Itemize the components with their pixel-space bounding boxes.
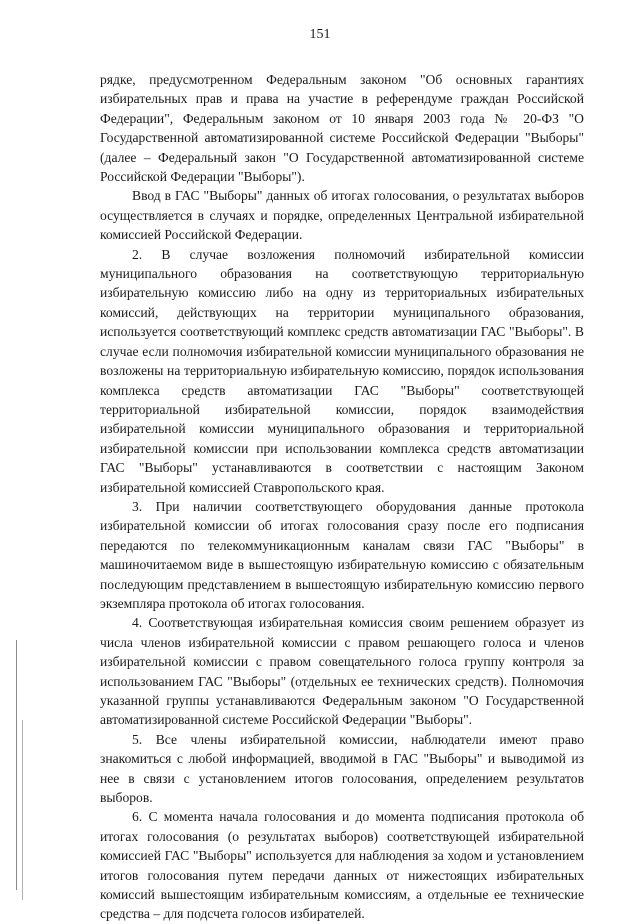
- paragraph-4: 4. Соответствующая избирательная комиссия своим решением образует из числа членов избирательной комиссии с правом решающего голоса и членов избирательной комиссии с правом совещательного голоса группу контроля за использованием ГАС "Выборы" (отдельных ее технических средств). Полномочия указанной группы устанавливаются Федеральным законом "О Государственной автоматизированной системе Российской Федерации "Выборы".: [100, 615, 584, 728]
- scan-edge-line-secondary: [22, 720, 23, 900]
- paragraph-5: 5. Все члены избирательной комиссии, наблюдатели имеют право знакомиться с любой информацией, вводимой в ГАС "Выборы" и выводимой из нее в связи с установлением итогов голосования, определением результатов выборов.: [100, 731, 584, 806]
- paragraph-6: 6. С момента начала голосования и до момента подписания протокола об итогах голосования (о результатах выборов) соответствующей избирательной комиссией ГАС "Выборы" используется для наблюдения за ходом и установлением итогов голосования путем передачи данных от нижестоящих избирательных комиссий вышестоящим избирательным комиссиям, а отдельные ее технические средства – для подсчета голосов избирателей.: [100, 809, 584, 922]
- paragraph-data-entry: Ввод в ГАС "Выборы" данных об итогах голосования, о результатах выборов осуществляется в случаях и порядке, определенных Центральной избирательной комиссией Российской Федерации.: [100, 188, 584, 243]
- scan-edge-line: [16, 640, 17, 890]
- page-number: 151: [309, 27, 331, 42]
- paragraph-2: 2. В случае возложения полномочий избирательной комиссии муниципального образования на соответствующую территориальную избирательную комиссию либо на одну из территориальных избирательных комиссий, действующих на территории муниципального образования, используется соответствующий комплекс средств автоматизации ГАС "Выборы". В случае если полномочия избирательной комиссии муниципального образования не возложены на территориальную избирательную комиссию, порядок использования комплекса средств автоматизации ГАС "Выборы" соответствующей территориальной избирательной комиссии, порядок взаимодействия избирательной комиссии муниципального образования и территориальной избирательной комиссии при использовании комплекса средств автоматизации ГАС "Выборы" устанавливаются в соответствии с настоящим Законом избирательной комиссией Ставропольского края.: [100, 246, 584, 495]
- paragraph-intro-continuation: рядке, предусмотренном Федеральным законом "Об основных гарантиях избирательных прав и права на участие в референдуме граждан Российской Федерации", Федеральным законом от 10 января 2003 года № 20-ФЗ "О Государственной автоматизированной системе Российской Федерации "Выборы" (далее – Федеральный закон "О Государственной автоматизированной системе Российской Федерации "Выборы").: [100, 72, 584, 185]
- body-text: [100, 70, 584, 924]
- paragraph-3: 3. При наличии соответствующего оборудования данные протокола избирательной комиссии об итогах голосования сразу после его подписания передаются по телекоммуникационным каналам связи ГАС "Выборы" в машиночитаемом виде в вышестоящую избирательную комиссию с обязательным последующим представлением в вышестоящую избирательную комиссию первого экземпляра протокола об итогах голосования.: [100, 498, 584, 611]
